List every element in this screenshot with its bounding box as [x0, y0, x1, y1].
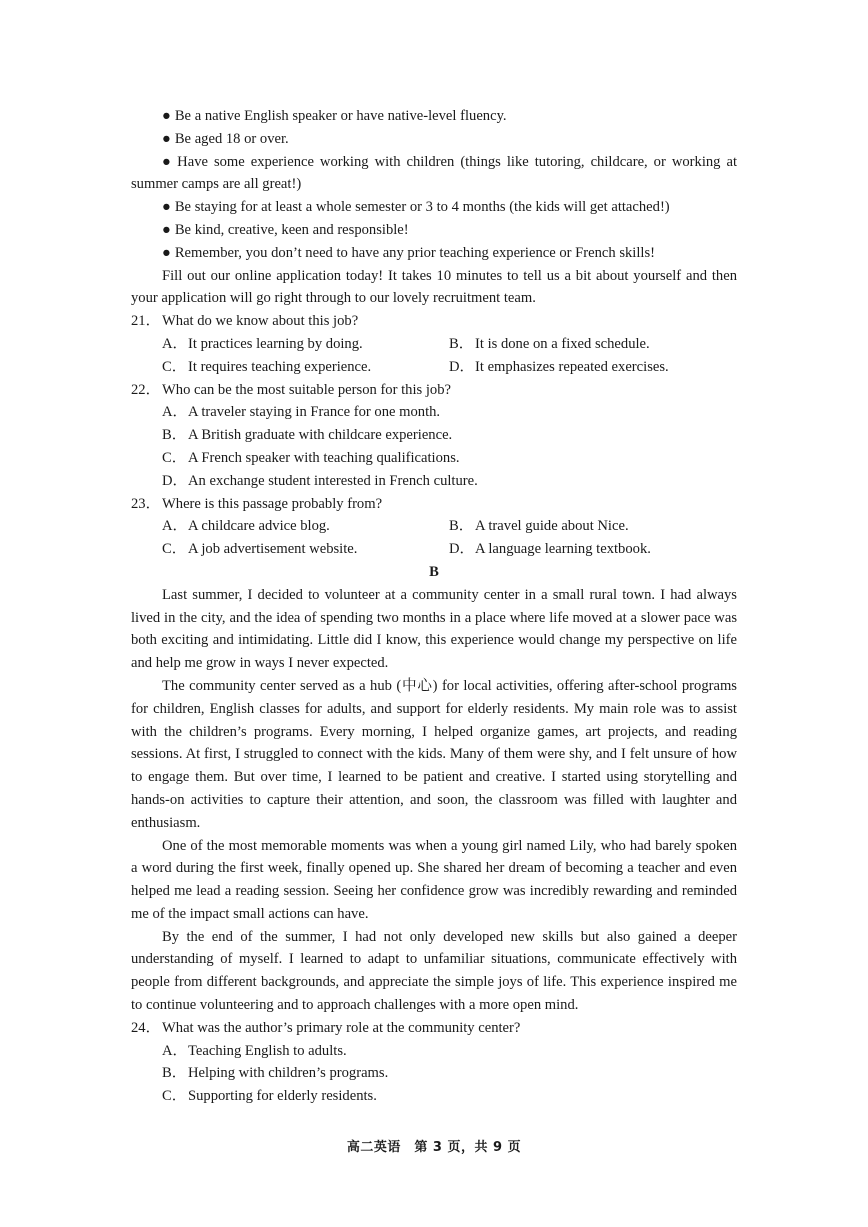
requirement-bullet: ● Be staying for at least a whole semester or 3 to 4 months (the kids will get attached!): [162, 199, 670, 216]
question-text: What was the author’s primary role at the community center?: [162, 1019, 521, 1036]
question-22: [131, 379, 737, 402]
exam-page: [131, 105, 737, 1108]
apply-paragraph: Fill out our online application today! It takes 10 minutes to tell us a bit about yourself and then your application will go right through to our lovely recruitment team.: [131, 267, 737, 307]
question-number: 22．: [131, 381, 161, 398]
bullet-dot-icon: ●: [162, 221, 171, 238]
question-number: 24．: [131, 1019, 161, 1036]
option-b[interactable]: B． A travel guide about Nice.: [449, 518, 629, 535]
question-text: What do we know about this job?: [162, 313, 359, 330]
bullet-dot-icon: ●: [162, 153, 174, 170]
bullet-dot-icon: ●: [162, 108, 171, 124]
page-footer: 高二英语 第 3 页，共 9 页: [346, 1140, 522, 1155]
option-d[interactable]: D．An exchange student interested in French culture.: [162, 472, 478, 489]
question-number: 23．: [131, 495, 161, 512]
bullet-dot-icon: ●: [162, 199, 171, 216]
question-text: Where is this passage probably from?: [162, 495, 383, 512]
question-21: [131, 310, 737, 333]
passage-paragraph: Last summer, I decided to volunteer at a community center in a small rural town. I had always lived in the city, and the idea of spending two months in a place where life moved at a slower pace was both exciting and intimidating. Little did I know, this experience would change my perspective on life and help me grow in ways I never expected.: [131, 586, 737, 672]
option-b[interactable]: B． It is done on a fixed schedule.: [449, 335, 650, 352]
section-heading: B: [429, 563, 439, 580]
question-text: Who can be the most suitable person for this job?: [162, 381, 451, 398]
requirement-bullet: ● Be kind, creative, keen and responsible!: [162, 221, 409, 238]
requirement-bullet: ● Be a native English speaker or have native-level fluency.: [162, 108, 507, 124]
option-d[interactable]: D．A language learning textbook.: [449, 541, 651, 558]
option-b[interactable]: B． A British graduate with childcare experience.: [162, 427, 453, 444]
passage-paragraph: One of the most memorable moments was when a young girl named Lily, who had barely spoken a word during the first week, finally opened up. She shared her dream of becoming a teacher and even helped me lead a reading session. Seeing her confidence grow was incredibly rewarding and reminded me of the impact small actions can have.: [131, 837, 737, 922]
options-row: [131, 515, 737, 538]
requirement-bullet: ● Be aged 18 or over.: [162, 130, 289, 147]
bullet-dot-icon: ●: [162, 244, 171, 261]
options-row: [131, 538, 737, 561]
option-a[interactable]: A．It practices learning by doing.: [162, 335, 363, 352]
option-a[interactable]: A．Teaching English to adults.: [162, 1042, 347, 1059]
option-c[interactable]: C． It requires teaching experience.: [162, 358, 372, 375]
question-23: [131, 493, 737, 516]
option-c[interactable]: C． A French speaker with teaching qualifications.: [162, 449, 460, 466]
bullet-dot-icon: ●: [162, 130, 171, 147]
option-a[interactable]: A．A childcare advice blog.: [162, 518, 330, 535]
passage-paragraph: By the end of the summer, I had not only developed new skills but also gained a deeper understanding of myself. I learned to adapt to unfamiliar situations, communicate effectively with people from different backgrounds, and appreciate the simple joys of life. This experience inspired me to continue volunteering and to approach challenges with a more open mind.: [131, 928, 737, 1014]
option-b[interactable]: B． Helping with children’s programs.: [162, 1065, 389, 1082]
requirement-bullet: ● Have some experience working with children (things like tutoring, childcare, or working at summer camps are all great!): [131, 153, 737, 193]
options-row: [131, 333, 737, 356]
question-number: 21．: [131, 313, 161, 330]
option-d[interactable]: D．It emphasizes repeated exercises.: [449, 358, 669, 375]
option-c[interactable]: C． Supporting for elderly residents.: [162, 1088, 377, 1105]
option-c[interactable]: C． A job advertisement website.: [162, 541, 358, 558]
question-24: [131, 1017, 737, 1040]
requirement-bullet: ● Remember, you don’t need to have any prior teaching experience or French skills!: [162, 244, 656, 261]
options-row: [131, 356, 737, 379]
passage-paragraph: The community center served as a hub (中心) for local activities, offering after-school programs for children, English classes for adults, and support for elderly residents. My main role was to assist with the children’s programs. Every morning, I helped organize games, art projects, and reading sessions. At first, I struggled to connect with the kids. Many of them were shy, and I felt unsure of how to engage them. But over time, I learned to be patient and creative. I started using storytelling and hands-on activities to capture their attention, and soon, the classroom was filled with laughter and enthusiasm.: [131, 677, 737, 831]
option-a[interactable]: A．A traveler staying in France for one month.: [162, 404, 441, 421]
